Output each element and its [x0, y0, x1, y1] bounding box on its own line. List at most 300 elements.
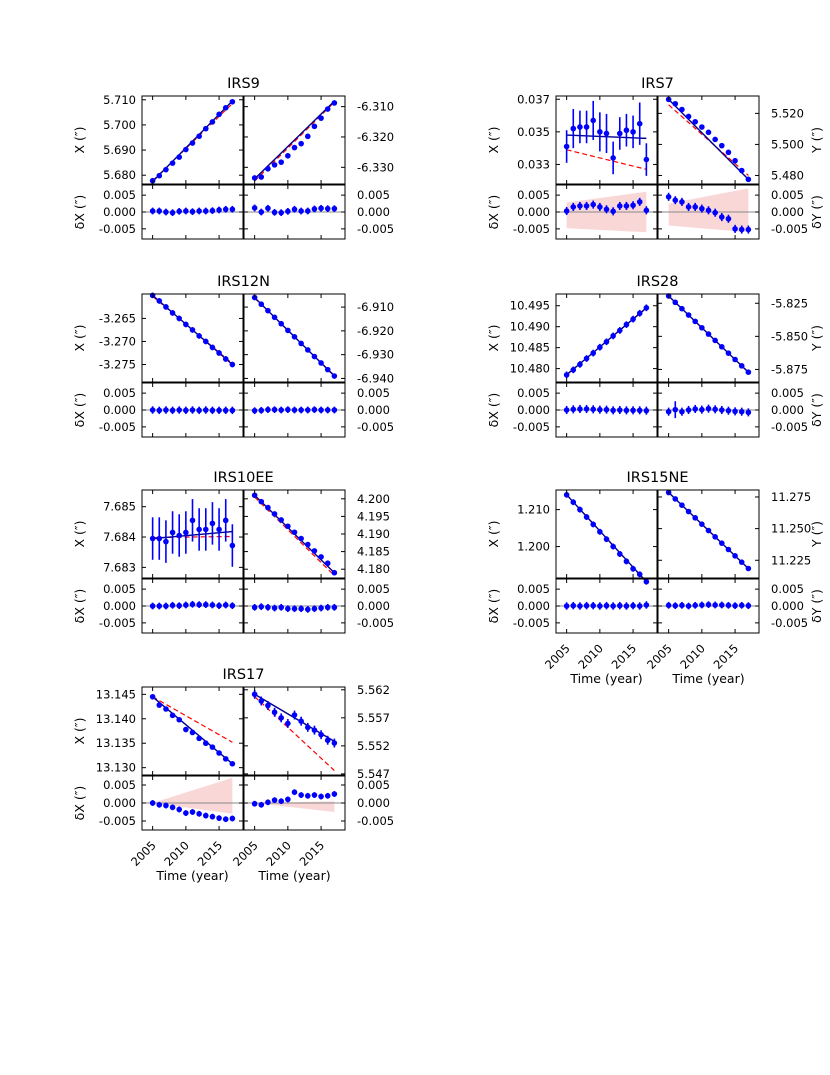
- data-point: [610, 408, 616, 414]
- y-tick-label: 0.037: [517, 92, 550, 107]
- data-point: [223, 408, 229, 414]
- data-point: [746, 410, 752, 416]
- data-point: [298, 718, 304, 724]
- data-point: [156, 702, 162, 708]
- data-point: [150, 800, 156, 806]
- panel-frame: [142, 294, 243, 382]
- star-panel-irs15ne: [486, 470, 824, 686]
- data-point: [258, 408, 264, 414]
- y-tick-label: 1.210: [517, 502, 550, 517]
- data-point: [610, 209, 616, 215]
- y-tick-label: 0.000: [357, 205, 390, 219]
- star-panel-irs17: [72, 667, 394, 883]
- data-point: [278, 321, 284, 327]
- y-tick-label: -6.310: [357, 99, 395, 114]
- data-point: [597, 129, 603, 135]
- data-point: [170, 530, 176, 536]
- y-tick-label: -3.270: [98, 334, 136, 349]
- data-point: [732, 553, 738, 559]
- y-tick-label: -0.005: [98, 814, 136, 828]
- y-tick-label: -0.005: [512, 615, 550, 630]
- data-point: [272, 797, 278, 803]
- x-tick-label: 2015: [608, 641, 640, 672]
- data-point: [719, 214, 725, 220]
- data-point: [312, 407, 318, 413]
- data-point: [590, 202, 596, 208]
- y-tick-label: -0.005: [512, 419, 550, 434]
- data-point: [223, 207, 229, 213]
- data-point: [258, 604, 264, 610]
- data-point: [278, 798, 284, 804]
- data-point: [216, 527, 222, 533]
- data-point: [170, 713, 176, 719]
- data-point: [305, 542, 311, 548]
- data-point: [672, 300, 678, 306]
- data-point: [584, 514, 590, 520]
- data-point: [190, 140, 196, 146]
- data-point: [216, 603, 222, 609]
- data-point: [312, 354, 318, 360]
- data-point: [719, 143, 725, 149]
- data-point: [706, 602, 712, 608]
- panel-title: IRS9: [227, 76, 260, 92]
- data-point: [150, 694, 156, 700]
- data-point: [285, 523, 291, 529]
- data-point: [272, 315, 278, 321]
- data-point: [163, 603, 169, 609]
- data-point: [156, 298, 162, 304]
- data-point: [258, 174, 264, 180]
- data-point: [265, 703, 271, 709]
- data-point: [210, 408, 216, 414]
- data-point: [706, 331, 712, 337]
- data-point: [216, 112, 222, 118]
- data-point: [570, 603, 576, 609]
- data-point: [196, 527, 202, 533]
- data-point: [265, 407, 271, 413]
- data-point: [210, 345, 216, 351]
- y-axis-label: δX (″): [72, 588, 87, 624]
- y-tick-label: 0.005: [771, 582, 804, 597]
- x-tick-label: 2015: [296, 838, 328, 869]
- y-tick-label: -6.940: [357, 371, 395, 386]
- data-point: [692, 204, 698, 210]
- data-point: [265, 166, 271, 172]
- y-tick-label: 13.145: [95, 687, 136, 702]
- data-point: [265, 205, 271, 211]
- y-tick-label: 5.700: [103, 117, 136, 132]
- y-tick-label: 0.000: [357, 403, 390, 417]
- y-tick-label: 0.005: [771, 386, 804, 401]
- data-point: [325, 407, 331, 413]
- data-point: [203, 339, 209, 345]
- data-point: [156, 408, 162, 414]
- data-point: [216, 350, 222, 356]
- data-point: [272, 162, 278, 168]
- data-point: [637, 408, 643, 414]
- data-point: [265, 505, 271, 511]
- data-point: [318, 205, 324, 211]
- y-tick-label: 0.005: [357, 582, 390, 597]
- data-point: [190, 730, 196, 736]
- data-point: [584, 603, 590, 609]
- data-point: [699, 124, 705, 130]
- y-tick-label: -5.850: [771, 329, 809, 344]
- y-tick-label: 5.690: [103, 143, 136, 158]
- data-point: [252, 205, 258, 211]
- data-point: [732, 357, 738, 363]
- data-point: [223, 602, 229, 608]
- data-point: [630, 129, 636, 135]
- data-point: [325, 793, 331, 799]
- y-axis-label: Y (″): [809, 520, 824, 548]
- data-point: [278, 210, 284, 216]
- y-tick-label: -0.005: [512, 221, 550, 236]
- data-point: [272, 605, 278, 611]
- data-point: [318, 732, 324, 738]
- data-point: [265, 605, 271, 611]
- y-axis-label: δX (″): [72, 392, 87, 428]
- y-axis-label: X (″): [486, 126, 501, 154]
- data-point: [312, 606, 318, 612]
- data-point: [746, 227, 752, 233]
- data-point: [223, 518, 229, 524]
- data-point: [285, 606, 291, 612]
- data-point: [190, 518, 196, 524]
- y-tick-label: -0.005: [771, 615, 809, 630]
- y-tick-label: 13.135: [95, 736, 136, 751]
- y-tick-label: 11.225: [771, 553, 812, 568]
- data-point: [176, 603, 182, 609]
- data-point: [203, 813, 209, 819]
- data-point: [265, 799, 271, 805]
- data-point: [570, 204, 576, 210]
- x-tick-label: 2010: [677, 641, 708, 672]
- data-point: [604, 131, 610, 137]
- data-point: [285, 797, 291, 803]
- y-tick-label: 5.710: [103, 92, 136, 107]
- data-point: [570, 126, 576, 132]
- y-tick-label: -0.005: [357, 221, 395, 236]
- y-tick-label: -0.005: [98, 419, 136, 434]
- y-tick-label: 10.485: [509, 340, 550, 355]
- data-point: [196, 811, 202, 817]
- data-point: [292, 712, 298, 718]
- y-tick-label: 0.005: [103, 188, 136, 203]
- star-panel-irs9: [72, 76, 394, 239]
- data-point: [298, 341, 304, 347]
- data-point: [156, 536, 162, 542]
- data-point: [679, 306, 685, 312]
- data-point: [679, 409, 685, 415]
- data-point: [170, 310, 176, 316]
- data-point: [590, 350, 596, 356]
- data-point: [712, 137, 718, 143]
- y-tick-label: 11.275: [771, 489, 812, 504]
- data-point: [298, 606, 304, 612]
- data-point: [577, 124, 583, 130]
- data-point: [292, 207, 298, 213]
- data-point: [666, 194, 672, 200]
- model-line: [153, 697, 233, 742]
- y-tick-label: 0.000: [103, 796, 136, 810]
- data-point: [292, 407, 298, 413]
- data-point: [739, 227, 745, 233]
- data-point: [630, 202, 636, 208]
- y-tick-label: 10.495: [509, 298, 550, 313]
- data-point: [318, 360, 324, 366]
- y-tick-label: -6.920: [357, 323, 395, 338]
- data-point: [210, 744, 216, 750]
- data-point: [156, 802, 162, 808]
- data-point: [686, 312, 692, 318]
- data-point: [210, 119, 216, 125]
- data-point: [196, 208, 202, 214]
- y-tick-label: 7.683: [103, 560, 136, 575]
- data-point: [637, 199, 643, 205]
- y-tick-label: 0.000: [103, 599, 136, 613]
- uncertainty-band: [153, 778, 233, 814]
- data-point: [679, 502, 685, 508]
- data-point: [298, 208, 304, 214]
- data-point: [252, 605, 258, 611]
- data-point: [604, 339, 610, 345]
- y-tick-label: 11.250: [771, 521, 812, 536]
- y-tick-label: 0.005: [517, 582, 550, 597]
- data-point: [617, 328, 623, 334]
- y-axis-label: δY (″): [809, 393, 824, 427]
- y-tick-label: 5.557: [357, 710, 390, 725]
- y-axis-label: X (″): [486, 520, 501, 548]
- data-point: [604, 603, 610, 609]
- data-point: [325, 560, 331, 566]
- y-tick-label: 5.680: [103, 168, 136, 183]
- data-point: [726, 150, 732, 156]
- x-tick-label: 2010: [263, 838, 294, 869]
- data-point: [170, 210, 176, 216]
- data-point: [190, 327, 196, 333]
- data-point: [210, 208, 216, 214]
- data-point: [230, 362, 236, 368]
- data-point: [285, 209, 291, 215]
- data-point: [210, 602, 216, 608]
- y-tick-label: 5.520: [771, 106, 804, 121]
- data-point: [196, 408, 202, 414]
- data-point: [577, 603, 583, 609]
- data-point: [176, 807, 182, 813]
- data-point: [637, 603, 643, 609]
- data-point: [150, 208, 156, 214]
- y-tick-label: 0.000: [357, 796, 390, 810]
- data-point: [298, 792, 304, 798]
- y-tick-label: 0.035: [517, 124, 550, 139]
- data-point: [624, 408, 630, 414]
- y-axis-label: X (″): [486, 324, 501, 352]
- data-point: [706, 528, 712, 534]
- data-point: [746, 603, 752, 609]
- data-point: [604, 207, 610, 213]
- data-point: [624, 203, 630, 209]
- data-point: [230, 603, 236, 609]
- data-point: [672, 496, 678, 502]
- data-point: [610, 155, 616, 161]
- y-tick-label: 0.005: [357, 778, 390, 792]
- y-tick-label: 0.000: [103, 403, 136, 417]
- data-point: [170, 408, 176, 414]
- data-point: [719, 602, 725, 608]
- x-tick-label: 2015: [194, 838, 226, 869]
- data-point: [216, 207, 222, 213]
- data-point: [305, 725, 311, 731]
- y-tick-label: -0.005: [357, 814, 395, 828]
- data-point: [210, 521, 216, 527]
- data-point: [672, 407, 678, 413]
- data-point: [732, 226, 738, 232]
- data-point: [699, 602, 705, 608]
- data-point: [190, 809, 196, 815]
- data-point: [183, 602, 189, 608]
- data-point: [564, 144, 570, 150]
- data-point: [278, 407, 284, 413]
- y-tick-label: 0.000: [517, 599, 550, 613]
- data-point: [196, 602, 202, 608]
- y-tick-label: 0.000: [103, 205, 136, 219]
- data-point: [183, 147, 189, 153]
- y-tick-label: 0.000: [357, 599, 390, 613]
- data-point: [597, 603, 603, 609]
- data-point: [564, 372, 570, 378]
- data-point: [712, 338, 718, 344]
- panel-title: IRS28: [636, 274, 679, 290]
- y-tick-label: 0.005: [103, 582, 136, 597]
- y-axis-label: δY (″): [809, 589, 824, 623]
- data-point: [272, 210, 278, 216]
- y-axis-label: δX (″): [72, 785, 87, 821]
- data-point: [216, 815, 222, 821]
- data-point: [203, 407, 209, 413]
- data-point: [176, 717, 182, 723]
- data-point: [150, 603, 156, 609]
- y-axis-label: X (″): [72, 324, 87, 352]
- data-point: [223, 756, 229, 762]
- y-tick-label: 13.140: [95, 711, 136, 726]
- data-point: [692, 515, 698, 521]
- data-point: [305, 793, 311, 799]
- data-point: [706, 130, 712, 136]
- data-point: [258, 209, 264, 215]
- data-point: [584, 203, 590, 209]
- data-point: [318, 554, 324, 560]
- data-point: [630, 316, 636, 322]
- y-tick-label: -5.875: [771, 362, 809, 377]
- data-point: [278, 517, 284, 523]
- y-tick-label: 0.005: [103, 778, 136, 792]
- y-tick-label: -0.005: [357, 615, 395, 630]
- data-point: [156, 208, 162, 214]
- data-point: [666, 603, 672, 609]
- y-axis-label: δX (″): [486, 194, 501, 230]
- data-point: [666, 409, 672, 415]
- data-point: [176, 407, 182, 413]
- data-point: [630, 408, 636, 414]
- x-tick-label: 2015: [710, 641, 742, 672]
- y-axis-label: Y (″): [809, 324, 824, 352]
- data-point: [298, 407, 304, 413]
- data-point: [630, 566, 636, 572]
- data-point: [726, 350, 732, 356]
- data-point: [170, 160, 176, 166]
- data-point: [203, 527, 209, 533]
- data-point: [318, 407, 324, 413]
- x-axis-label: Time (year): [672, 671, 745, 686]
- data-point: [203, 602, 209, 608]
- data-point: [332, 100, 338, 106]
- data-point: [699, 206, 705, 212]
- y-tick-label: -0.005: [771, 419, 809, 434]
- y-tick-label: 0.005: [357, 188, 390, 203]
- data-point: [230, 99, 236, 105]
- data-point: [692, 603, 698, 609]
- data-point: [644, 602, 650, 608]
- data-point: [624, 603, 630, 609]
- y-tick-label: 4.180: [357, 562, 390, 577]
- data-point: [617, 203, 623, 209]
- y-axis-label: δX (″): [486, 588, 501, 624]
- x-tick-label: 2005: [128, 838, 159, 869]
- x-tick-label: 2005: [230, 838, 261, 869]
- y-axis-label: δX (″): [486, 392, 501, 428]
- data-point: [597, 344, 603, 350]
- data-point: [686, 204, 692, 210]
- data-point: [712, 407, 718, 413]
- data-point: [719, 407, 725, 413]
- star-panel-irs12n: [72, 274, 394, 437]
- data-point: [278, 159, 284, 165]
- data-point: [570, 407, 576, 413]
- data-point: [183, 530, 189, 536]
- data-point: [726, 547, 732, 553]
- y-tick-label: 0.033: [517, 157, 550, 172]
- data-point: [272, 709, 278, 715]
- data-point: [285, 328, 291, 334]
- data-point: [732, 603, 738, 609]
- data-point: [298, 141, 304, 147]
- data-point: [644, 305, 650, 311]
- y-tick-label: 0.000: [517, 403, 550, 417]
- data-point: [325, 367, 331, 373]
- y-tick-label: 5.547: [357, 766, 390, 781]
- data-point: [163, 304, 169, 310]
- data-point: [332, 791, 338, 797]
- data-point: [617, 131, 623, 137]
- data-point: [610, 333, 616, 339]
- data-point: [183, 810, 189, 816]
- data-point: [712, 534, 718, 540]
- y-tick-label: 7.684: [103, 530, 136, 545]
- data-point: [223, 816, 229, 822]
- data-point: [210, 814, 216, 820]
- data-point: [706, 208, 712, 214]
- data-point: [604, 536, 610, 542]
- data-point: [203, 740, 209, 746]
- x-tick-label: 2005: [542, 641, 573, 672]
- y-tick-label: 0.000: [771, 599, 804, 613]
- data-point: [686, 509, 692, 515]
- data-point: [163, 803, 169, 809]
- y-tick-label: 0.005: [357, 386, 390, 401]
- data-point: [564, 208, 570, 214]
- data-point: [570, 367, 576, 373]
